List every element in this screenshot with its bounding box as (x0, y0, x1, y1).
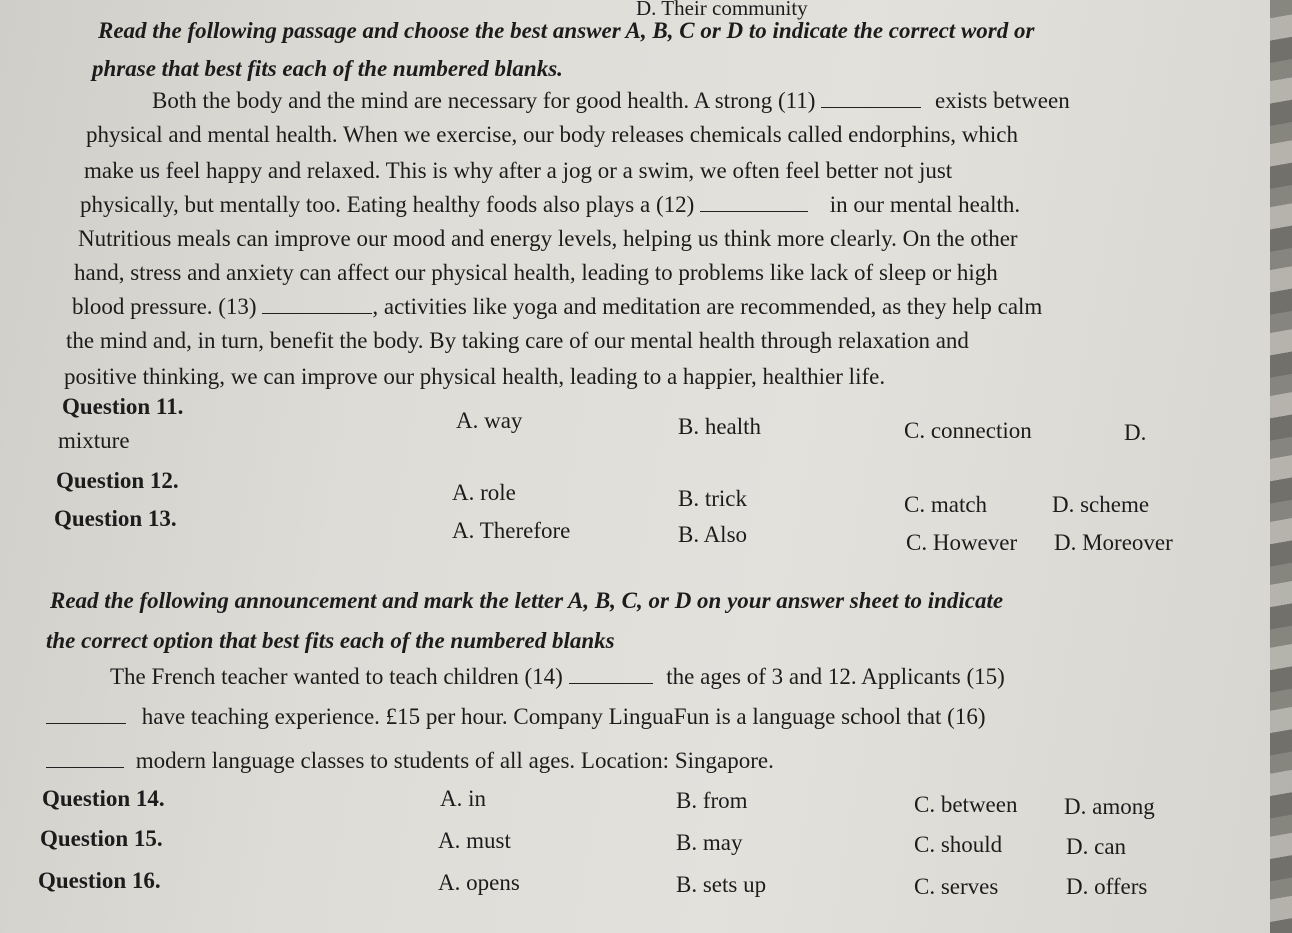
passage-line-8: the mind and, in turn, benefit the body. By taking care of our mental health through relaxation and (66, 328, 969, 353)
q16-option-a[interactable]: A. opens (438, 870, 520, 895)
q15-option-c[interactable]: C. should (914, 832, 1003, 857)
q11-option-d-text: mixture (58, 428, 130, 453)
q12-option-b[interactable]: B. trick (678, 486, 747, 511)
question-15-label: Question 15. (40, 826, 163, 851)
passage-line-1: Both the body and the mind are necessary for good health. A strong (11) exists between (152, 88, 1070, 113)
q11-option-d[interactable]: D. (1124, 420, 1147, 445)
passage-line-2: physical and mental health. When we exercise, our body releases chemicals called endorphins, which (86, 122, 1019, 147)
q11-option-a[interactable]: A. way (456, 408, 523, 433)
passage-line-4: physically, but mentally too. Eating healthy foods also plays a (12) in our mental health. (80, 192, 1021, 217)
q13-option-a[interactable]: A. Therefore (452, 518, 571, 543)
question-11-label: Question 11. (62, 394, 184, 419)
blank-13 (262, 312, 372, 314)
section2-instruction-line1: Read the following announcement and mark the letter A, B, C, or D on your answer sheet to indicate (50, 588, 1004, 613)
q15-option-b[interactable]: B. may (676, 830, 743, 855)
section1-instruction-line2: phrase that best fits each of the numbered blanks. (92, 56, 563, 81)
blank-12 (700, 210, 808, 212)
q14-option-c[interactable]: C. between (914, 792, 1018, 817)
passage-line-7: blood pressure. (13) , activities like yoga and meditation are recommended, as they help calm (72, 294, 1043, 319)
blank-14 (569, 682, 653, 684)
section2-instruction-line2: the correct option that best fits each of the numbered blanks (46, 628, 615, 653)
question-16-label: Question 16. (38, 868, 161, 893)
q11-option-c[interactable]: C. connection (904, 418, 1032, 443)
q12-option-a[interactable]: A. role (452, 480, 516, 505)
question-12-label: Question 12. (56, 468, 179, 493)
announcement-line-1: The French teacher wanted to teach children (14) the ages of 3 and 12. Applicants (15) (110, 664, 1005, 689)
passage-line-3: make us feel happy and relaxed. This is why after a jog or a swim, we often feel better not just (84, 158, 953, 183)
q15-option-d[interactable]: D. can (1066, 834, 1127, 859)
passage-line-5: Nutritious meals can improve our mood and energy levels, helping us think more clearly. On the other (78, 226, 1018, 251)
q16-option-b[interactable]: B. sets up (676, 872, 767, 897)
page-edge-shadow (1270, 0, 1292, 933)
q13-option-b[interactable]: B. Also (678, 522, 748, 547)
q11-option-b[interactable]: B. health (678, 414, 762, 439)
question-13-label: Question 13. (54, 506, 177, 531)
announcement-line-2: have teaching experience. £15 per hour. Company LinguaFun is a language school that (16) (46, 704, 985, 730)
previous-option-fragment: D. Their community (636, 0, 808, 20)
q15-option-a[interactable]: A. must (438, 828, 511, 853)
q13-option-c[interactable]: C. However (906, 530, 1018, 555)
section1-instruction-line1: Read the following passage and choose the best answer A, B, C or D to indicate the correct word or (98, 18, 1035, 43)
q13-option-d[interactable]: D. Moreover (1054, 530, 1173, 555)
q16-option-c[interactable]: C. serves (914, 874, 999, 899)
blank-11 (821, 106, 921, 108)
q14-option-b[interactable]: B. from (676, 788, 748, 813)
announcement-line-3: modern language classes to students of all ages. Location: Singapore. (46, 748, 774, 774)
q12-option-d[interactable]: D. scheme (1052, 492, 1150, 517)
q16-option-d[interactable]: D. offers (1066, 874, 1148, 899)
passage-line-9: positive thinking, we can improve our physical health, leading to a happier, healthier life. (64, 364, 886, 389)
question-14-label: Question 14. (42, 786, 165, 811)
q14-option-d[interactable]: D. among (1064, 794, 1155, 819)
q14-option-a[interactable]: A. in (440, 786, 486, 811)
q12-option-c[interactable]: C. match (904, 492, 988, 517)
blank-15 (46, 722, 126, 724)
blank-16 (46, 766, 124, 768)
passage-line-6: hand, stress and anxiety can affect our physical health, leading to problems like lack of sleep or high (74, 260, 998, 285)
